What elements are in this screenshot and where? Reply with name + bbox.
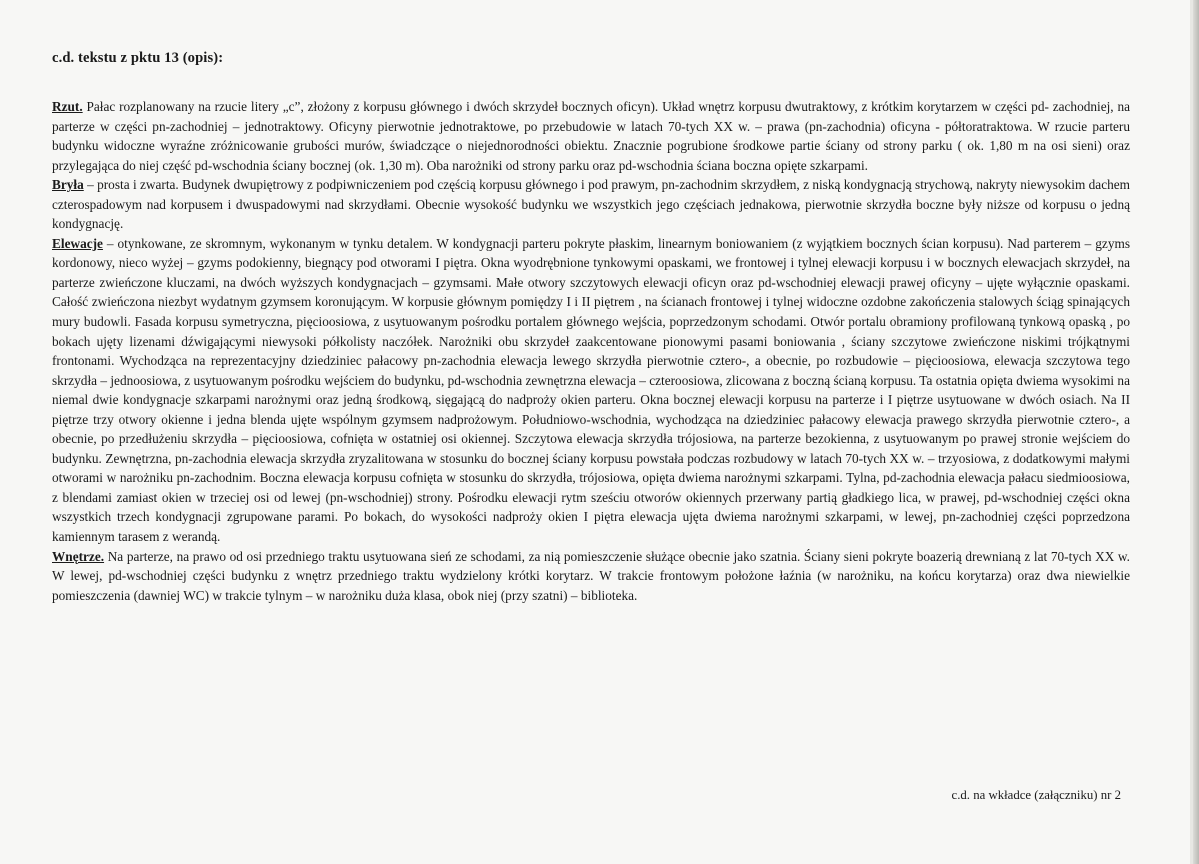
section-text-wnetrze: Na parterze, na prawo od osi przedniego traktu usytuowana sień ze schodami, za nią pomieszczenie służące obecnie jako szatnia. Ściany sieni pokryte boazerią drewnianą z lat 70-tych XX w. W lewej, pd-wschodniej części budynku z wnętrz przedniego traktu wydzielony krótki korytarz. W trakcie frontowym położone łaźnia (w narożniku, na końcu korytarza) oraz dwa niewielkie pomieszczenia (dawniej WC) w trakcie tylnym – w narożniku duża klasa, obok niej (przy szatni) – biblioteka. [52,548,1130,603]
scan-edge-shadow [1193,0,1199,864]
section-elewacje [52,234,1130,547]
section-label-wnetrze: Wnętrze. [52,548,105,564]
section-label-rzut: Rzut. [52,99,83,114]
section-bryla [52,175,1130,234]
section-text-bryla: – prosta i zwarta. Budynek dwupiętrowy z podpiwniczeniem pod częścią korpusu głównego i pod prawym, pn-zachodnim skrzydłem, z niską kondygnacją strychową, nakryty niewysokim dachem czterospadowym nad korpusem i dwuspadowymi nad skrzydłami. Obecnie wysokość budynku we wszystkich jego częściach jednakowa, pierwotnie skrzydła boczne były niższe od korpusu o jedną kondygnację. [52,177,1130,232]
section-rzut [52,97,1130,175]
document-header: c.d. tekstu z pktu 13 (opis): [52,50,224,66]
document-body [52,97,1130,605]
section-label-elewacje: Elewacje [52,235,103,251]
section-text-elewacje: – otynkowane, ze skromnym, wykonanym w tynku detalem. W kondygnacji parteru pokryte płaskim, linearnym boniowaniem (z wyjątkiem bocznych ścian korpusu). Nad parterem – gzyms kordonowy, nieco wyżej – gzyms podokienny, biegnący pod otworami I piętra. Okna wyodrębnione tynkowymi opaskami, we frontowej i tylnej elewacji korpusu i w bocznych elewacjach skrzydeł, na parterze zwieńczone kluczami, na dwóch wyższych kondygnacjach – gzymsami. Małe otwory szczytowych elewacji oficyn oraz pd-wschodniej elewacji prawej oficyny – ujęte wyłącznie opaskami. Całość zwieńczona niezbyt wydatnym gzymsem koronującym. W korpusie głównym pomiędzy I i II piętrem , na ścianach frontowej i tylnej widoczne ozdobne zakończenia stalowych ściąg spinających mury budowli. Fasada korpusu symetryczna, pięcioosiowa, z usytuowanym pośrodku portalem głównego wejścia, poprzedzonym schodami. Otwór portalu obramiony profilowaną tynkową opaską , po bokach ujęty lizenami dźwigającymi niewysoki półkolisty naczółek. Narożniki obu skrzydeł zaakcentowane pionowymi pasami boniowania , ściany szczytowe zwieńczone niskimi trójkątnymi frontonami. Wychodząca na reprezentacyjny dziedziniec pałacowy pn-zachodnia elewacja lewego skrzydła pierwotnie cztero-, a obecnie, po rozbudowie – pięcioosiowa, elewacja szczytowa tego skrzydła – jednoosiowa, z usytuowanym pośrodku wejściem do budynku, pd-wschodnia zewnętrzna elewacja – czteroosiowa, zlicowana z boczną ścianą korpusu. Ta ostatnia opięta dwiema wysokimi na niemal dwie kondygnacje szkarpami narożnymi oraz jedną środkową, sięgającą do nadproży okien parteru. Okna bocznej elewacji korpusu na parterze i I piętrze usytuowane w dwóch osiach. Na II piętrze trzy otwory okienne i jedna blenda ujęte wspólnym gzymsem nadprożowym. Południowo-wschodnia, wychodząca na dziedziniec pałacowy elewacja prawego skrzydła pierwotnie cztero-, a obecnie, po przedłużeniu skrzydła – pięcioosiowa, cofnięta w ostatniej osi okiennej. Szczytowa elewacja skrzydła trójosiowa, na parterze bezokienna, z usytuowanym po prawej stronie wejściem do budynku. Zewnętrzna, pn-zachodnia elewacja skrzydła zryzalitowana w stosunku do bocznej ściany korpusu powstała podczas rozbudowy w latach 70-tych XX w. – trzyosiowa, z dodatkowymi małymi otworami w narożniku pn-zachodnim. Boczna elewacja korpusu cofnięta w stosunku do skrzydła, trójosiowa, opięta dwiema narożnymi szkarpami. Tylna, pd-zachodnia elewacja pałacu siedmioosiowa, z blendami zamiast okien w trzeciej osi od lewej (pn-wschodniej) strony. Pośrodku elewacji rytm sześciu otworów okiennych przerwany partią gładkiego lica, w prawej, pd-wschodniej części okna wszystkich trzech kondygnacji zgrupowane parami. Po bokach, do wysokości nadproży okien I piętra elewacja ujęta dwiema narożnymi szkarpami, w lewej, pn-zachodniej części poprzedzona kamiennym tarasem z werandą. [52,235,1130,545]
section-wnetrze [52,547,1130,606]
continuation-note: c.d. na wkładce (załączniku) nr 2 [951,788,1121,802]
section-text-rzut: Pałac rozplanowany na rzucie litery „c”, złożony z korpusu głównego i dwóch skrzydeł bocznych oficyn). Układ wnętrz korpusu dwutraktowy, z krótkim korytarzem w części pd- zachodniej, na parterze w części pn-zachodniej – jednotraktowy. Oficyny pierwotnie jednotraktowe, po przebudowie w latach 70-tych XX w. – prawa (pn-zachodnia) oficyna - półtoratraktowa. W rzucie parteru budynku widoczne wyraźne zróżnicowanie grubości murów, świadczące o niejednorodności obiektu. Znacznie pogrubione środkowe partie ściany od strony parku ( ok. 1,80 m na osi sieni) oraz przylegająca do niej część pd-wschodnia ściany bocznej (ok. 1,30 m). Oba narożniki od strony parku oraz pd-wschodnia ściana boczna opięte szkarpami. [52,99,1130,173]
section-label-bryla: Bryła [52,177,84,193]
